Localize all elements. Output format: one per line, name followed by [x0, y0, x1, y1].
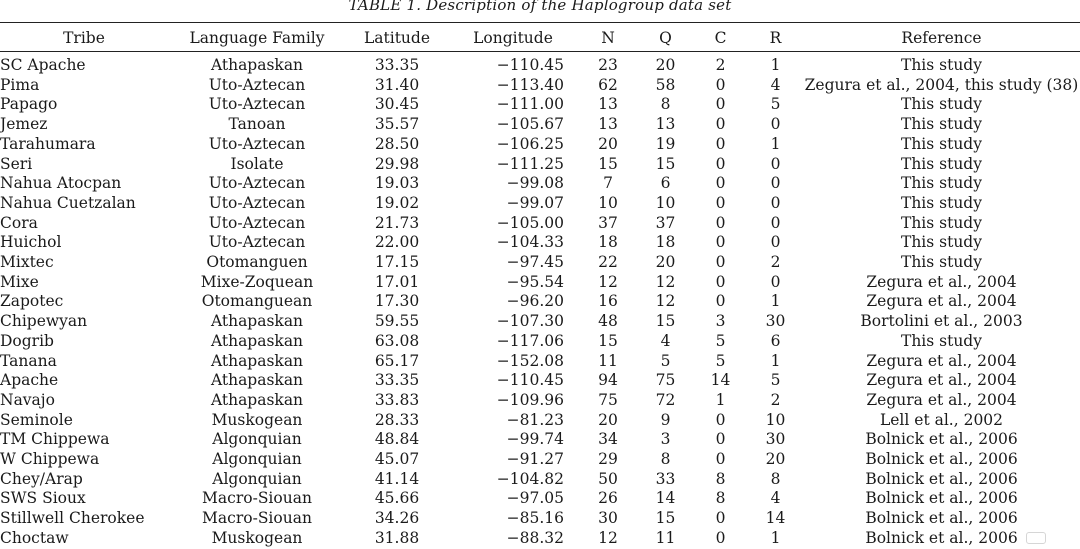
cell-longitude: −99.07: [506, 193, 564, 212]
cell-latitude: 19.02: [374, 193, 420, 212]
cell-reference: This study: [900, 174, 982, 193]
table-row: [0, 174, 1080, 194]
header-latitude: Latitude: [363, 29, 431, 47]
cell-q: 75: [655, 371, 676, 390]
cell-q: 6: [660, 174, 671, 193]
cell-c: 0: [715, 95, 726, 114]
cell-q: 13: [655, 115, 676, 134]
cell-reference: Bolnick et al., 2006: [865, 528, 1018, 547]
cell-q: 15: [655, 312, 676, 331]
cell-longitude: −152.08: [496, 351, 564, 370]
cell-tribe: Cora: [0, 213, 38, 232]
cell-reference: Bolnick et al., 2006: [865, 489, 1018, 508]
cell-r: 0: [770, 213, 781, 232]
cell-language-family: Algonquian: [212, 430, 302, 449]
cell-n: 34: [598, 430, 618, 449]
cell-r: 8: [770, 469, 781, 488]
cell-language-family: Uto-Aztecan: [208, 233, 306, 252]
cell-language-family: Algonquian: [212, 450, 302, 469]
cell-q: 10: [655, 193, 676, 212]
table-row: [0, 450, 1080, 470]
cell-longitude: −97.05: [506, 489, 564, 508]
cell-q: 20: [655, 253, 676, 272]
cell-r: 1: [770, 292, 781, 311]
table-row: [0, 292, 1080, 312]
cell-latitude: 35.57: [374, 115, 420, 134]
cell-tribe: W Chippewa: [0, 450, 100, 469]
cell-r: 20: [765, 450, 786, 469]
cell-q: 18: [655, 233, 676, 252]
cell-longitude: −113.40: [496, 75, 564, 94]
cell-n: 75: [598, 390, 618, 409]
cell-n: 22: [598, 253, 618, 272]
cell-tribe: Huichol: [0, 233, 62, 252]
cell-reference: This study: [900, 56, 982, 74]
cell-tribe: Apache: [0, 371, 59, 390]
cell-longitude: −99.74: [506, 430, 564, 449]
table-row: [0, 115, 1080, 135]
cell-q: 12: [655, 292, 676, 311]
cell-latitude: 31.40: [374, 75, 420, 94]
cell-tribe: Nahua Atocpan: [0, 174, 122, 193]
header-n: N: [601, 29, 615, 47]
cell-reference: This study: [900, 115, 982, 134]
cell-latitude: 48.84: [374, 430, 420, 449]
cell-n: 23: [598, 56, 618, 74]
table-row: [0, 135, 1080, 155]
cell-r: 0: [770, 272, 781, 291]
cell-reference: This study: [900, 134, 982, 153]
cell-q: 5: [660, 351, 671, 370]
cell-latitude: 45.07: [374, 450, 420, 469]
table-row: [0, 371, 1080, 391]
table-row: [0, 312, 1080, 332]
cell-n: 62: [598, 75, 618, 94]
cell-latitude: 33.35: [374, 371, 420, 390]
cell-tribe: Tanana: [0, 351, 57, 370]
cell-latitude: 59.55: [374, 312, 420, 331]
cell-longitude: −105.67: [496, 115, 564, 134]
cell-tribe: Navajo: [0, 390, 55, 409]
cell-latitude: 34.26: [374, 509, 420, 528]
cell-q: 8: [660, 95, 671, 114]
cell-reference: This study: [900, 331, 982, 350]
watermark-icon: [1026, 532, 1046, 544]
cell-reference: This study: [900, 253, 982, 272]
cell-language-family: Athapaskan: [210, 56, 304, 74]
cell-reference: Zegura et al., 2004: [866, 390, 1017, 409]
cell-reference: Bolnick et al., 2006: [865, 430, 1018, 449]
cell-reference: This study: [900, 154, 982, 173]
cell-tribe: Dogrib: [0, 331, 54, 350]
cell-latitude: 31.88: [374, 528, 420, 547]
cell-reference: Zegura et al., 2004: [866, 272, 1017, 291]
cell-c: 0: [715, 193, 726, 212]
cell-language-family: Algonquian: [212, 469, 302, 488]
cell-tribe: Nahua Cuetzalan: [0, 193, 136, 212]
cell-c: 0: [715, 430, 726, 449]
table-row: [0, 411, 1080, 431]
cell-longitude: −96.20: [506, 292, 564, 311]
cell-reference: Zegura et al., 2004: [866, 351, 1017, 370]
cell-language-family: Muskogean: [211, 410, 303, 429]
cell-n: 13: [598, 95, 618, 114]
cell-r: 0: [770, 115, 781, 134]
cell-c: 8: [715, 469, 726, 488]
cell-longitude: −97.45: [506, 253, 564, 272]
cell-tribe: Zapotec: [0, 292, 64, 311]
cell-longitude: −111.00: [496, 95, 564, 114]
table-row: [0, 470, 1080, 490]
cell-latitude: 29.98: [374, 154, 420, 173]
cell-c: 14: [710, 371, 731, 390]
cell-c: 0: [715, 272, 726, 291]
cell-c: 0: [715, 213, 726, 232]
cell-reference: This study: [900, 233, 982, 252]
table-row: [0, 489, 1080, 509]
cell-c: 2: [715, 56, 726, 74]
cell-n: 20: [598, 134, 618, 153]
table-row: [0, 194, 1080, 214]
cell-tribe: SWS Sioux: [0, 489, 86, 508]
cell-longitude: −91.27: [506, 450, 564, 469]
cell-reference: Bolnick et al., 2006: [865, 469, 1018, 488]
cell-r: 4: [770, 489, 781, 508]
cell-latitude: 30.45: [374, 95, 420, 114]
cell-r: 6: [770, 331, 781, 350]
cell-language-family: Otomanguean: [201, 292, 313, 311]
cell-q: 9: [660, 410, 671, 429]
top-rule: [0, 22, 1080, 23]
cell-longitude: −85.16: [506, 509, 564, 528]
cell-reference: Lell et al., 2002: [879, 410, 1004, 429]
cell-n: 15: [598, 154, 618, 173]
cell-n: 94: [598, 371, 618, 390]
cell-r: 4: [770, 75, 781, 94]
cell-reference: Bortolini et al., 2003: [860, 312, 1023, 331]
cell-r: 30: [765, 430, 786, 449]
cell-r: 0: [770, 154, 781, 173]
cell-latitude: 19.03: [374, 174, 420, 193]
cell-q: 37: [655, 213, 676, 232]
cell-longitude: −95.54: [506, 272, 564, 291]
cell-reference: Zegura et al., 2004, this study (38): [804, 75, 1079, 94]
cell-latitude: 33.35: [374, 56, 420, 74]
cell-c: 0: [715, 450, 726, 469]
cell-c: 0: [715, 134, 726, 153]
cell-latitude: 28.33: [374, 410, 420, 429]
cell-language-family: Mixe-Zoquean: [200, 272, 314, 291]
cell-r: 1: [770, 134, 781, 153]
cell-latitude: 45.66: [374, 489, 420, 508]
cell-q: 15: [655, 154, 676, 173]
cell-tribe: Seri: [0, 154, 33, 173]
cell-n: 12: [598, 272, 618, 291]
cell-latitude: 21.73: [374, 213, 420, 232]
table-row: [0, 155, 1080, 175]
cell-tribe: Stillwell Cherokee: [0, 509, 145, 528]
cell-language-family: Athapaskan: [210, 390, 304, 409]
cell-q: 4: [660, 331, 671, 350]
table-row: [0, 273, 1080, 293]
cell-latitude: 17.15: [374, 253, 420, 272]
cell-q: 19: [655, 134, 676, 153]
cell-c: 0: [715, 233, 726, 252]
cell-c: 0: [715, 154, 726, 173]
cell-n: 15: [598, 331, 618, 350]
cell-n: 26: [598, 489, 618, 508]
header-r: R: [769, 29, 782, 47]
cell-tribe: SC Apache: [0, 56, 86, 74]
cell-language-family: Athapaskan: [210, 371, 304, 390]
cell-latitude: 63.08: [374, 331, 420, 350]
cell-r: 0: [770, 233, 781, 252]
cell-longitude: −88.32: [506, 528, 564, 547]
cell-reference: This study: [900, 95, 982, 114]
cell-language-family: Macro-Siouan: [202, 509, 312, 528]
cell-latitude: 28.50: [374, 134, 420, 153]
haplogroup-table: [0, 26, 1080, 549]
cell-n: 48: [598, 312, 618, 331]
cell-c: 0: [715, 253, 726, 272]
cell-longitude: −104.33: [496, 233, 564, 252]
cell-language-family: Tanoan: [228, 115, 286, 134]
table-row: [0, 430, 1080, 450]
cell-c: 0: [715, 75, 726, 94]
cell-r: 1: [770, 56, 781, 74]
header-c: C: [714, 29, 727, 47]
cell-n: 13: [598, 115, 618, 134]
cell-r: 14: [765, 509, 786, 528]
table-row: [0, 233, 1080, 253]
cell-c: 8: [715, 489, 726, 508]
cell-tribe: TM Chippewa: [0, 430, 110, 449]
cell-language-family: Uto-Aztecan: [208, 174, 306, 193]
cell-q: 15: [655, 509, 676, 528]
cell-reference: This study: [900, 213, 982, 232]
cell-r: 1: [770, 351, 781, 370]
cell-r: 30: [765, 312, 786, 331]
table-row: [0, 95, 1080, 115]
cell-longitude: −106.25: [496, 134, 564, 153]
cell-language-family: Athapaskan: [210, 312, 304, 331]
cell-longitude: −110.45: [496, 56, 564, 74]
cell-r: 10: [765, 410, 786, 429]
cell-c: 0: [715, 292, 726, 311]
table-body: [0, 56, 1080, 549]
table-row: [0, 391, 1080, 411]
cell-longitude: −111.25: [496, 154, 564, 173]
cell-tribe: Chey/Arap: [0, 469, 83, 488]
cell-q: 11: [655, 528, 676, 547]
table-row: [0, 352, 1080, 372]
cell-c: 1: [715, 390, 726, 409]
cell-n: 30: [598, 509, 618, 528]
cell-language-family: Athapaskan: [210, 351, 304, 370]
header-reference: Reference: [901, 29, 982, 47]
cell-r: 2: [770, 390, 781, 409]
cell-q: 3: [660, 430, 671, 449]
cell-reference: Zegura et al., 2004: [866, 371, 1017, 390]
cell-q: 58: [655, 75, 676, 94]
cell-n: 37: [598, 213, 618, 232]
cell-language-family: Isolate: [230, 154, 284, 173]
table-header: [0, 26, 1080, 56]
cell-longitude: −104.82: [496, 469, 564, 488]
cell-tribe: Mixtec: [0, 253, 54, 272]
table-row: [0, 509, 1080, 529]
cell-c: 5: [715, 331, 726, 350]
cell-n: 7: [603, 174, 613, 193]
table-row: [0, 56, 1080, 76]
cell-q: 8: [660, 450, 671, 469]
cell-reference: Bolnick et al., 2006: [865, 509, 1018, 528]
cell-n: 10: [598, 193, 618, 212]
cell-latitude: 41.14: [374, 469, 420, 488]
cell-longitude: −107.30: [496, 312, 564, 331]
table-caption: TABLE 1. Description of the Haplogroup data set: [348, 0, 732, 14]
cell-c: 0: [715, 509, 726, 528]
cell-language-family: Uto-Aztecan: [208, 213, 306, 232]
header-language-family: Language Family: [189, 29, 325, 47]
cell-tribe: Pima: [0, 75, 40, 94]
cell-latitude: 33.83: [374, 390, 420, 409]
cell-tribe: Choctaw: [0, 528, 69, 547]
cell-language-family: Uto-Aztecan: [208, 75, 306, 94]
cell-r: 2: [770, 253, 781, 272]
cell-longitude: −81.23: [506, 410, 564, 429]
cell-language-family: Otomanguen: [206, 253, 308, 272]
cell-r: 0: [770, 193, 781, 212]
cell-latitude: 17.01: [374, 272, 420, 291]
cell-longitude: −105.00: [496, 213, 564, 232]
cell-q: 72: [655, 390, 676, 409]
cell-n: 50: [598, 469, 618, 488]
cell-tribe: Seminole: [0, 410, 73, 429]
cell-language-family: Muskogean: [211, 528, 303, 547]
cell-r: 5: [770, 371, 781, 390]
cell-language-family: Macro-Siouan: [202, 489, 312, 508]
cell-r: 5: [770, 95, 781, 114]
cell-reference: Zegura et al., 2004: [866, 292, 1017, 311]
table-row: [0, 76, 1080, 96]
cell-n: 16: [598, 292, 618, 311]
cell-longitude: −117.06: [496, 331, 564, 350]
cell-n: 29: [598, 450, 618, 469]
cell-n: 11: [598, 351, 618, 370]
cell-q: 20: [655, 56, 676, 74]
cell-q: 33: [655, 469, 676, 488]
table-row: [0, 253, 1080, 273]
cell-language-family: Uto-Aztecan: [208, 134, 306, 153]
cell-tribe: Chipewyan: [0, 312, 88, 331]
cell-c: 0: [715, 115, 726, 134]
cell-latitude: 22.00: [374, 233, 420, 252]
cell-c: 0: [715, 528, 726, 547]
cell-tribe: Tarahumara: [0, 134, 96, 153]
cell-q: 14: [655, 489, 676, 508]
cell-c: 5: [715, 351, 726, 370]
table-row: [0, 332, 1080, 352]
cell-n: 20: [598, 410, 618, 429]
cell-reference: This study: [900, 193, 982, 212]
cell-tribe: Papago: [0, 95, 58, 114]
cell-r: 0: [770, 174, 781, 193]
cell-r: 1: [770, 528, 781, 547]
cell-language-family: Athapaskan: [210, 331, 304, 350]
header-longitude: Longitude: [473, 29, 553, 47]
cell-c: 0: [715, 174, 726, 193]
cell-n: 18: [598, 233, 618, 252]
header-q: Q: [659, 29, 672, 47]
cell-longitude: −109.96: [496, 390, 564, 409]
cell-tribe: Jemez: [0, 115, 48, 134]
cell-longitude: −110.45: [496, 371, 564, 390]
cell-c: 3: [715, 312, 726, 331]
cell-language-family: Uto-Aztecan: [208, 193, 306, 212]
cell-latitude: 65.17: [374, 351, 420, 370]
cell-longitude: −99.08: [506, 174, 564, 193]
cell-language-family: Uto-Aztecan: [208, 95, 306, 114]
cell-c: 0: [715, 410, 726, 429]
cell-latitude: 17.30: [374, 292, 420, 311]
table-row: [0, 214, 1080, 234]
cell-q: 12: [655, 272, 676, 291]
cell-reference: Bolnick et al., 2006: [865, 450, 1018, 469]
cell-tribe: Mixe: [0, 272, 39, 291]
cell-n: 12: [598, 528, 618, 547]
header-tribe: Tribe: [63, 29, 105, 47]
